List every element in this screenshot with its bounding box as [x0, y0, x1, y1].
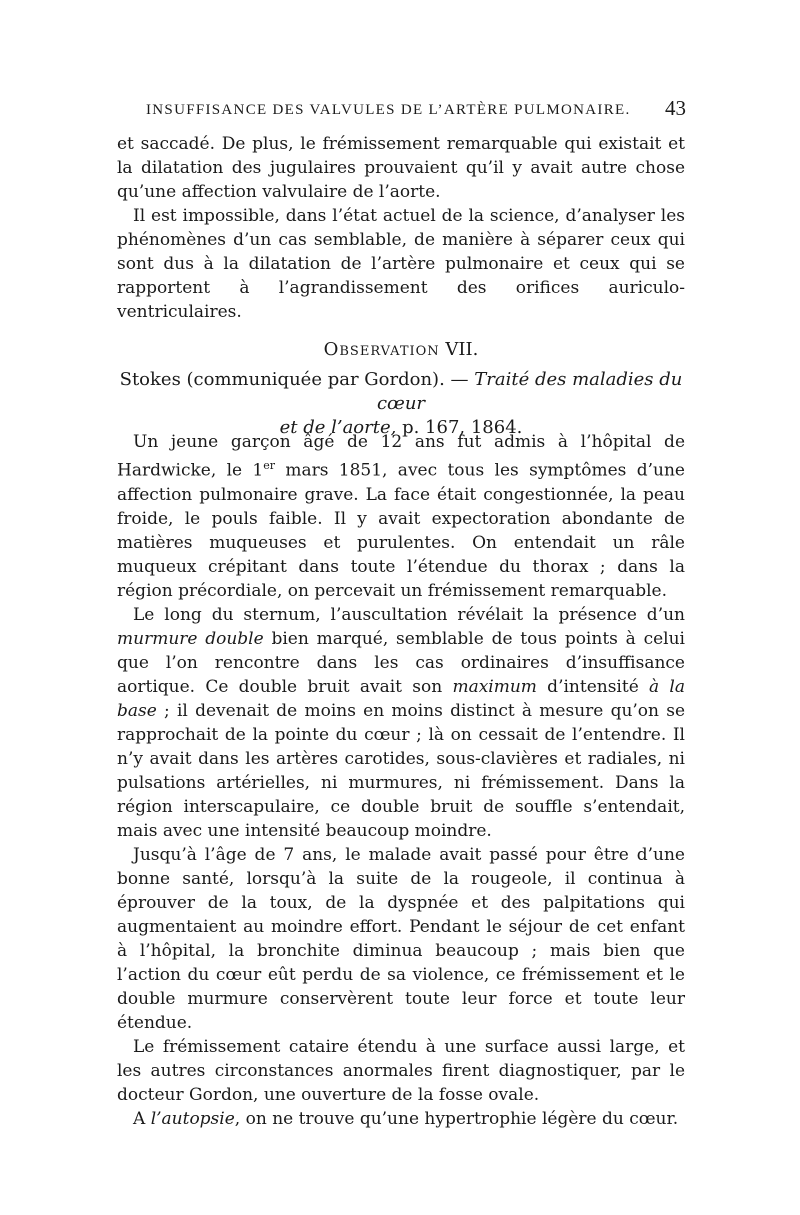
body-p5-italic: l’autopsie [150, 1108, 235, 1129]
body-p1-text-a: Un jeune garçon âgé de 12 ans fut admis à l’hôpital de Hardwicke, le 1 [117, 432, 685, 481]
body-paragraph-5 [117, 1107, 685, 1131]
observation-heading-number: VII. [445, 339, 479, 360]
intro-paragraph-1: et saccadé. De plus, le frémissement remarquable qui existait et la dilatation des jugulaires prouvaient qu’il y avait autre chose qu’une affection valvulaire de l’aorte. [117, 134, 685, 202]
observation-text [117, 430, 685, 1131]
source-pages: p. 167, 1864. [402, 417, 523, 438]
observation-heading [117, 338, 685, 362]
observation-heading-block [117, 338, 685, 440]
body-p2-text-d: ; il devenait de moins en moins distinct à mesure qu’on se rapprochait de la pointe du cœur ; là on cessait de l’entendre. Il n’y avait dans les artères carotides, sous-clavières et radiales, ni pulsations artérielles, ni murmures, ni frémissement. Dans la région interscapulaire, ce double bruit de souffle s’entendait, mais avec une intensité beaucoup moindre. [117, 700, 685, 841]
body-paragraph-1 [117, 430, 685, 603]
body-p5-text-a: A [133, 1108, 151, 1129]
page-number: 43 [665, 96, 686, 120]
body-p2-text-c: d’intensité [536, 676, 650, 697]
body-paragraph-4: Le frémissement cataire étendu à une surface aussi large, et les autres circonstances anormales firent diagnostiquer, par le docteur Gordon, une ouverture de la fosse ovale. [117, 1036, 685, 1105]
body-p2-italic-1: murmure double [117, 628, 264, 649]
running-title: INSUFFISANCE DES VALVULES DE L’ARTÈRE PULMONAIRE. [146, 102, 631, 118]
body-p1-superscript: er [263, 459, 276, 472]
observation-source [117, 368, 685, 416]
body-p5-text-b: , on ne trouve qu’une hypertrophie légère du cœur. [234, 1108, 679, 1129]
observation-heading-word: Observation [323, 339, 440, 360]
body-p2-text-b: bien marqué, semblable de tous points à celui que l’on rencontre dans les cas ordinaires d’insuffisance aortique. Ce double bruit avait son [117, 628, 685, 697]
body-p2-italic-3: à la base [117, 676, 686, 721]
page-header [146, 96, 686, 126]
body-p2-italic-2: maximum [452, 676, 537, 697]
body-p2-text-a: Le long du sternum, l’auscultation révélait la présence d’un [133, 604, 685, 625]
intro-text [117, 132, 685, 324]
intro-paragraph-2: Il est impossible, dans l’état actuel de la science, d’analyser les phénomènes d’un cas semblable, de manière à séparer ceux qui sont dus à la dilatation de l’artère pulmonaire et ceux qui se rapportent à l’agrandissement des orifices auriculo-ventriculaires. [117, 206, 685, 322]
source-title-line-1: Traité des maladies du cœur [376, 369, 683, 414]
source-title-line-2: et de l’aorte, [279, 417, 397, 438]
body-paragraph-2 [117, 603, 685, 843]
body-p1-text-b: mars 1851, avec tous les symptômes d’une affection pulmonaire grave. La face était congestionnée, la peau froide, le pouls faible. Il y avait expectoration abondante de matières muqueuses et purulentes. On entendait un râle muqueux crépitant dans toute l’étendue du thorax ; dans la région précordiale, on percevait un frémissement remarquable. [117, 460, 685, 601]
source-author: Stokes (communiquée par Gordon). — [119, 369, 469, 390]
body-paragraph-3: Jusqu’à l’âge de 7 ans, le malade avait passé pour être d’une bonne santé, lorsqu’à la suite de la rougeole, il continua à éprouver de la toux, de la dyspnée et des palpitations qui augmentaient au moindre effort. Pendant le séjour de cet enfant à l’hôpital, la bronchite diminua beaucoup ; mais bien que l’action du cœur eût perdu de sa violence, ce frémissement et le double murmure conservèrent toute leur force et toute leur étendue. [117, 844, 685, 1033]
